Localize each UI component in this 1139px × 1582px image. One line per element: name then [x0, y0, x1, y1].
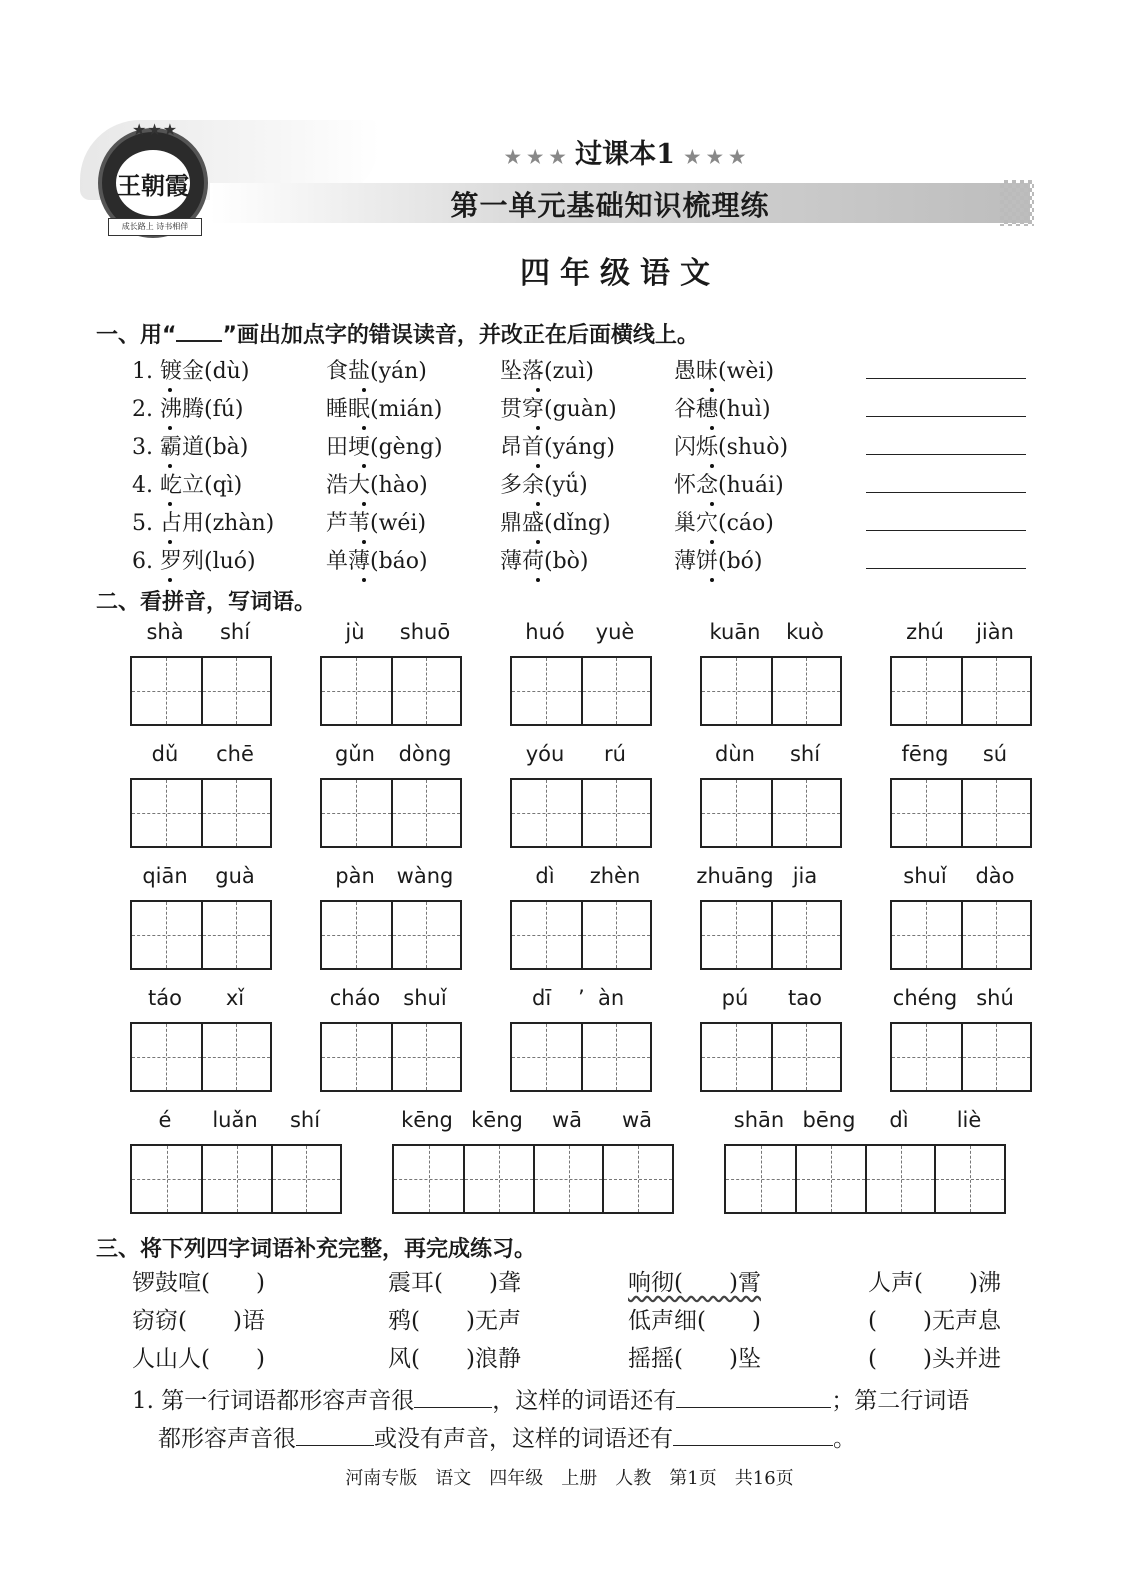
subject-title: 四年级语文: [520, 256, 720, 291]
pinyin-syllable: pú: [721, 986, 749, 1010]
pinyin-syllable: tao: [788, 986, 822, 1010]
idiom-blank[interactable]: ( )头并进: [868, 1346, 1001, 1372]
pronunciation-item: 1. 镀金(dù): [132, 359, 250, 384]
answer-line[interactable]: [866, 492, 1026, 493]
idiom-blank[interactable]: 震耳( )聋: [388, 1270, 521, 1296]
series-label: ★ ★ ★ 过课本1 ★ ★ ★: [504, 139, 746, 170]
writing-grid[interactable]: [130, 1022, 272, 1092]
grid-cell[interactable]: [892, 780, 961, 846]
pinyin-syllable: shà: [146, 620, 184, 644]
grid-cell[interactable]: [961, 1024, 1030, 1090]
idiom-blank[interactable]: 人山人( ): [132, 1346, 265, 1372]
writing-grid[interactable]: [890, 900, 1032, 970]
pinyin-syllable: chē: [216, 742, 254, 766]
pinyin-syllable: shú: [976, 986, 1014, 1010]
question-1-line1: 1. 第一行词语都形容声音很 ，这样的词语还有 ；第二行词语: [132, 1388, 970, 1414]
grid-cell[interactable]: [795, 1146, 865, 1212]
grid-cell[interactable]: [322, 658, 391, 724]
pronunciation-item: 2. 沸腾(fú): [132, 397, 244, 422]
answer-blank[interactable]: [676, 1387, 831, 1408]
grid-cell[interactable]: [702, 780, 771, 846]
pinyin-syllable: kuān: [709, 620, 761, 644]
grid-cell[interactable]: [892, 658, 961, 724]
pinyin-syllable: rú: [604, 742, 626, 766]
writing-grid[interactable]: [320, 778, 462, 848]
grid-cell[interactable]: [201, 780, 270, 846]
answer-blank[interactable]: [673, 1425, 833, 1446]
pinyin-syllable: huó: [525, 620, 565, 644]
emphasis-dot: [362, 578, 366, 582]
idiom-blank[interactable]: 鸦( )无声: [388, 1308, 521, 1334]
pronunciation-item: 6. 罗列(luó): [132, 549, 256, 574]
grid-cell[interactable]: [132, 658, 201, 724]
section2-title: 二、看拼音，写词语。: [96, 590, 317, 615]
pronunciation-item: 怀念(huái): [674, 473, 784, 498]
pronunciation-item: 昂首(yáng): [500, 435, 615, 460]
writing-grid[interactable]: [130, 656, 272, 726]
grid-cell[interactable]: [322, 902, 391, 968]
pronunciation-item: 睡眠(mián): [326, 397, 443, 422]
pinyin-syllable: dī: [532, 986, 552, 1010]
answer-line[interactable]: [866, 568, 1026, 569]
writing-grid[interactable]: [700, 900, 842, 970]
pinyin-syllable: dùn: [715, 742, 755, 766]
pronunciation-item: 坠落(zuì): [500, 359, 594, 384]
grid-cell[interactable]: [391, 1024, 460, 1090]
pinyin-syllable: ’: [578, 986, 585, 1010]
answer-line[interactable]: [866, 454, 1026, 455]
pinyin-syllable: jiàn: [976, 620, 1014, 644]
pinyin-syllable: kēng: [401, 1108, 453, 1132]
writing-grid[interactable]: [700, 656, 842, 726]
pronunciation-item: 芦苇(wéi): [326, 511, 427, 536]
writing-grid[interactable]: [510, 656, 652, 726]
section3-title: 三、将下列四字词语补充完整，再完成练习。: [96, 1237, 537, 1262]
writing-grid[interactable]: [320, 1022, 462, 1092]
grid-cell[interactable]: [702, 658, 771, 724]
writing-grid[interactable]: [130, 1144, 342, 1214]
pinyin-syllable: wàng: [396, 864, 454, 888]
underline-sample: [176, 322, 222, 342]
pinyin-syllable: dì: [535, 864, 555, 888]
idiom-blank[interactable]: 锣鼓喧( ): [132, 1270, 265, 1296]
logo-ribbon: 成长路上 诗书相伴: [108, 218, 202, 236]
pinyin-syllable: wā: [621, 1108, 653, 1132]
pinyin-syllable: dǔ: [151, 742, 179, 766]
pinyin-syllable: shān: [733, 1108, 785, 1132]
idiom-blank[interactable]: 人声( )沸: [868, 1270, 1001, 1296]
writing-grid[interactable]: [724, 1144, 1006, 1214]
grid-cell[interactable]: [961, 902, 1030, 968]
pronunciation-item: 谷穗(huì): [674, 397, 771, 422]
pinyin-syllable: kuò: [786, 620, 824, 644]
idiom-blank[interactable]: 风( )浪静: [388, 1346, 521, 1372]
writing-grid[interactable]: [320, 656, 462, 726]
answer-blank[interactable]: [414, 1387, 492, 1408]
pinyin-syllable: chéng: [892, 986, 958, 1010]
pinyin-syllable: zhuāng: [696, 864, 774, 888]
grid-cell[interactable]: [271, 1146, 340, 1212]
grid-cell[interactable]: [512, 902, 581, 968]
grid-cell[interactable]: [726, 1146, 795, 1212]
grid-cell[interactable]: [892, 1024, 961, 1090]
writing-grid[interactable]: [510, 900, 652, 970]
logo-text: 王朝霞: [116, 150, 190, 216]
grid-cell[interactable]: [132, 1146, 201, 1212]
pinyin-syllable: zhèn: [589, 864, 641, 888]
writing-grid[interactable]: [510, 778, 652, 848]
answer-blank[interactable]: [296, 1425, 374, 1446]
pronunciation-item: 田埂(gèng): [326, 435, 443, 460]
emphasis-dot: [710, 578, 714, 582]
question-1-line2: 都形容声音很 或没有声音，这样的词语还有 。: [158, 1426, 856, 1452]
grid-cell[interactable]: [512, 1024, 581, 1090]
pinyin-syllable: guà: [215, 864, 255, 888]
pinyin-syllable: zhú: [906, 620, 944, 644]
pinyin-syllable: dòng: [398, 742, 452, 766]
pinyin-syllable: shuǐ: [903, 864, 947, 888]
grid-cell[interactable]: [934, 1146, 1004, 1212]
pronunciation-item: 食盐(yán): [326, 359, 427, 384]
idiom-blank[interactable]: 低声细( ): [628, 1308, 761, 1334]
pronunciation-item: 薄荷(bò): [500, 549, 589, 574]
pronunciation-item: 鼎盛(dǐng): [500, 511, 611, 536]
pinyin-syllable: é: [158, 1108, 172, 1132]
pronunciation-item: 愚昧(wèi): [674, 359, 775, 384]
pronunciation-item: 浩大(hào): [326, 473, 428, 498]
pinyin-syllable: shí: [789, 742, 821, 766]
grid-cell[interactable]: [581, 658, 650, 724]
grid-cell[interactable]: [702, 902, 771, 968]
pinyin-syllable: fēng: [901, 742, 949, 766]
pinyin-syllable: liè: [956, 1108, 982, 1132]
idiom-blank[interactable]: 摇摇( )坠: [628, 1346, 761, 1372]
grid-cell[interactable]: [581, 780, 650, 846]
pronunciation-item: 单薄(báo): [326, 549, 428, 574]
grid-cell[interactable]: [771, 780, 840, 846]
pinyin-syllable: cháo: [329, 986, 381, 1010]
star-icon: ★ ★ ★: [504, 147, 566, 168]
idiom-blank[interactable]: 窃窃( )语: [132, 1308, 265, 1334]
pronunciation-item: 4. 屹立(qì): [132, 473, 243, 498]
pinyin-syllable: àn: [598, 986, 625, 1010]
idiom-blank[interactable]: ( )无声息: [868, 1308, 1001, 1334]
pinyin-syllable: dào: [975, 864, 1015, 888]
writing-grid[interactable]: [890, 1022, 1032, 1092]
grid-cell[interactable]: [132, 902, 201, 968]
pinyin-syllable: luǎn: [212, 1108, 258, 1132]
pronunciation-item: 闪烁(shuò): [674, 435, 789, 460]
grid-cell[interactable]: [201, 1146, 270, 1212]
writing-grid[interactable]: [320, 900, 462, 970]
grid-cell[interactable]: [771, 658, 840, 724]
pinyin-syllable: shí: [219, 620, 251, 644]
pinyin-syllable: yuè: [595, 620, 635, 644]
answer-line[interactable]: [866, 378, 1026, 379]
pinyin-syllable: xǐ: [225, 986, 245, 1010]
grid-cell[interactable]: [322, 780, 391, 846]
unit-title: 第一单元基础知识梳理练: [450, 189, 770, 222]
pinyin-syllable: dì: [889, 1108, 909, 1132]
pinyin-syllable: shí: [289, 1108, 321, 1132]
grid-cell[interactable]: [391, 902, 460, 968]
grid-cell[interactable]: [463, 1146, 533, 1212]
answer-line[interactable]: [866, 416, 1026, 417]
writing-grid[interactable]: [700, 1022, 842, 1092]
checker-pattern: [1000, 180, 1034, 226]
pronunciation-item: 巢穴(cáo): [674, 511, 774, 536]
writing-grid[interactable]: [890, 656, 1032, 726]
grid-cell[interactable]: [322, 1024, 391, 1090]
logo-stars-icon: ★★★: [132, 120, 179, 139]
grid-cell[interactable]: [961, 658, 1030, 724]
emphasis-dot: [168, 578, 172, 582]
writing-grid[interactable]: [510, 1022, 652, 1092]
grid-cell[interactable]: [512, 780, 581, 846]
pinyin-syllable: qiān: [142, 864, 188, 888]
pronunciation-item: 多余(yǘ): [500, 473, 588, 498]
answer-line[interactable]: [866, 530, 1026, 531]
pronunciation-item: 5. 占用(zhàn): [132, 511, 275, 536]
pronunciation-item: 3. 霸道(bà): [132, 435, 249, 460]
grid-cell[interactable]: [702, 1024, 771, 1090]
grid-cell[interactable]: [391, 780, 460, 846]
idiom-blank[interactable]: 响彻( )霄: [628, 1270, 761, 1296]
writing-grid[interactable]: [700, 778, 842, 848]
grid-cell[interactable]: [602, 1146, 672, 1212]
pronunciation-item: 薄饼(bó): [674, 549, 763, 574]
brand-logo: [98, 120, 208, 238]
section1-title: 一、用“ ”画出加点字的错误读音，并改正在后面横线上。: [96, 323, 699, 348]
pinyin-syllable: shuō: [399, 620, 451, 644]
grid-cell[interactable]: [533, 1146, 603, 1212]
emphasis-dot: [536, 578, 540, 582]
grid-cell[interactable]: [512, 658, 581, 724]
writing-grid[interactable]: [392, 1144, 674, 1214]
grid-cell[interactable]: [132, 780, 201, 846]
pinyin-syllable: yóu: [525, 742, 565, 766]
pinyin-syllable: sú: [982, 742, 1008, 766]
pinyin-syllable: shuǐ: [403, 986, 447, 1010]
grid-cell[interactable]: [771, 902, 840, 968]
grid-cell[interactable]: [394, 1146, 463, 1212]
grid-cell[interactable]: [132, 1024, 201, 1090]
writing-grid[interactable]: [130, 900, 272, 970]
grid-cell[interactable]: [201, 902, 270, 968]
pinyin-syllable: táo: [148, 986, 182, 1010]
pinyin-syllable: jù: [345, 620, 365, 644]
pinyin-syllable: pàn: [335, 864, 375, 888]
grid-cell[interactable]: [771, 1024, 840, 1090]
grid-cell[interactable]: [892, 902, 961, 968]
pronunciation-item: 贯穿(guàn): [500, 397, 617, 422]
pinyin-syllable: kēng: [471, 1108, 523, 1132]
pinyin-syllable: wā: [551, 1108, 583, 1132]
pinyin-syllable: gǔn: [335, 742, 375, 766]
grid-cell[interactable]: [961, 780, 1030, 846]
grid-cell[interactable]: [201, 658, 270, 724]
page-footer: 河南专版 语文 四年级 上册 人教 第1页 共16页: [345, 1468, 794, 1489]
pinyin-syllable: bēng: [802, 1108, 856, 1132]
grid-cell[interactable]: [581, 902, 650, 968]
grid-cell[interactable]: [865, 1146, 935, 1212]
writing-grid[interactable]: [130, 778, 272, 848]
writing-grid[interactable]: [890, 778, 1032, 848]
pinyin-syllable: jia: [792, 864, 818, 888]
grid-cell[interactable]: [201, 1024, 270, 1090]
grid-cell[interactable]: [581, 1024, 650, 1090]
grid-cell[interactable]: [391, 658, 460, 724]
star-icon: ★ ★ ★: [684, 147, 746, 168]
